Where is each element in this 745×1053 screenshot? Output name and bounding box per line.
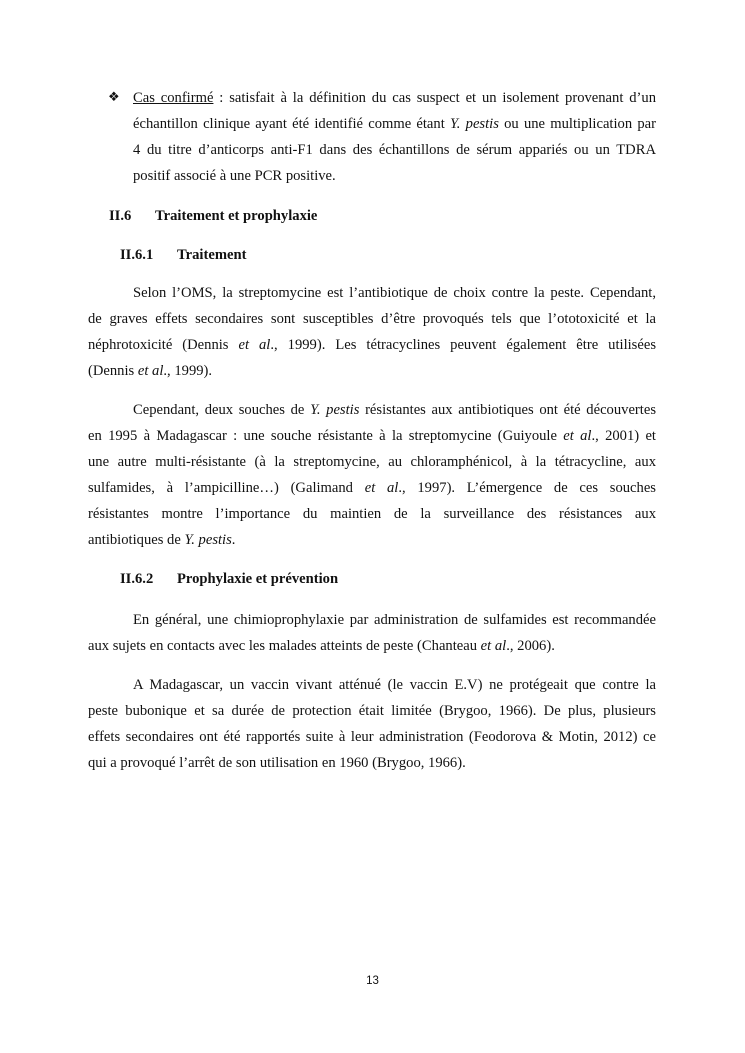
paragraph-line: qui a provoqué l’arrêt de son utilisation en 1960 (Brygoo, 1966).	[88, 755, 466, 771]
paragraph-line: en 1995 à Madagascar : une souche résistante à la streptomycine (Guiyoule et al., 2001) et	[88, 428, 656, 444]
bullet-line: Cas confirmé : satisfait à la définition du cas suspect et un isolement provenant d’un	[133, 90, 656, 106]
page-number: 13	[366, 975, 379, 987]
bullet-line: 4 du titre d’anticorps anti-F1 dans des échantillons de sérum appariés ou un TDRA	[133, 142, 656, 158]
paragraph-line: aux sujets en contacts avec les malades atteints de peste (Chanteau et al., 2006).	[88, 638, 555, 654]
paragraph-line: Selon l’OMS, la streptomycine est l’antibiotique de choix contre la peste. Cependant,	[133, 285, 656, 301]
paragraph-line: une autre multi-résistante (à la streptomycine, au chloramphénicol, à la tétracycline, aux	[88, 454, 656, 470]
paragraph-line: effets secondaires ont été rapportés suite à leur administration (Feodorova & Motin, 2012) ce	[88, 729, 656, 745]
paragraph-line: peste bubonique et sa durée de protection était limitée (Brygoo, 1966). De plus, plusieurs	[88, 703, 656, 719]
paragraph-line: de graves effets secondaires sont susceptibles d’être provoqués tels que l’ototoxicité et la	[88, 311, 656, 327]
subsection-title: Prophylaxie et prévention	[177, 571, 339, 587]
bullet-diamond-icon: ❖	[108, 90, 120, 105]
section-title: Traitement et prophylaxie	[155, 208, 318, 224]
paragraph-line: sulfamides, à l’ampicilline…) (Galimand et al., 1997). L’émergence de ces souches	[88, 480, 656, 496]
bullet-line: échantillon clinique ayant été identifié comme étant Y. pestis ou une multiplication par	[133, 116, 656, 132]
paragraph-line: (Dennis et al., 1999).	[88, 363, 213, 379]
subsection-number: II.6.1	[120, 247, 154, 263]
defined-term: Cas confirmé	[133, 90, 214, 106]
paragraph-line: néphrotoxicité (Dennis et al., 1999). Les tétracyclines peuvent également être utilisées	[88, 337, 656, 353]
subsection-number: II.6.2	[120, 571, 154, 587]
subsection-title: Traitement	[177, 247, 247, 263]
paragraph-line: En général, une chimioprophylaxie par administration de sulfamides est recommandée	[133, 612, 656, 628]
paragraph-line: Cependant, deux souches de Y. pestis résistantes aux antibiotiques ont été découvertes	[133, 402, 656, 418]
paragraph-line: antibiotiques de Y. pestis.	[88, 532, 236, 548]
bullet-line: positif associé à une PCR positive.	[133, 168, 336, 184]
paragraph-line: résistantes montre l’importance du maintien de la surveillance des résistances aux	[88, 506, 656, 522]
section-number: II.6	[109, 208, 132, 224]
paragraph-line: A Madagascar, un vaccin vivant atténué (le vaccin E.V) ne protégeait que contre la	[133, 677, 656, 693]
